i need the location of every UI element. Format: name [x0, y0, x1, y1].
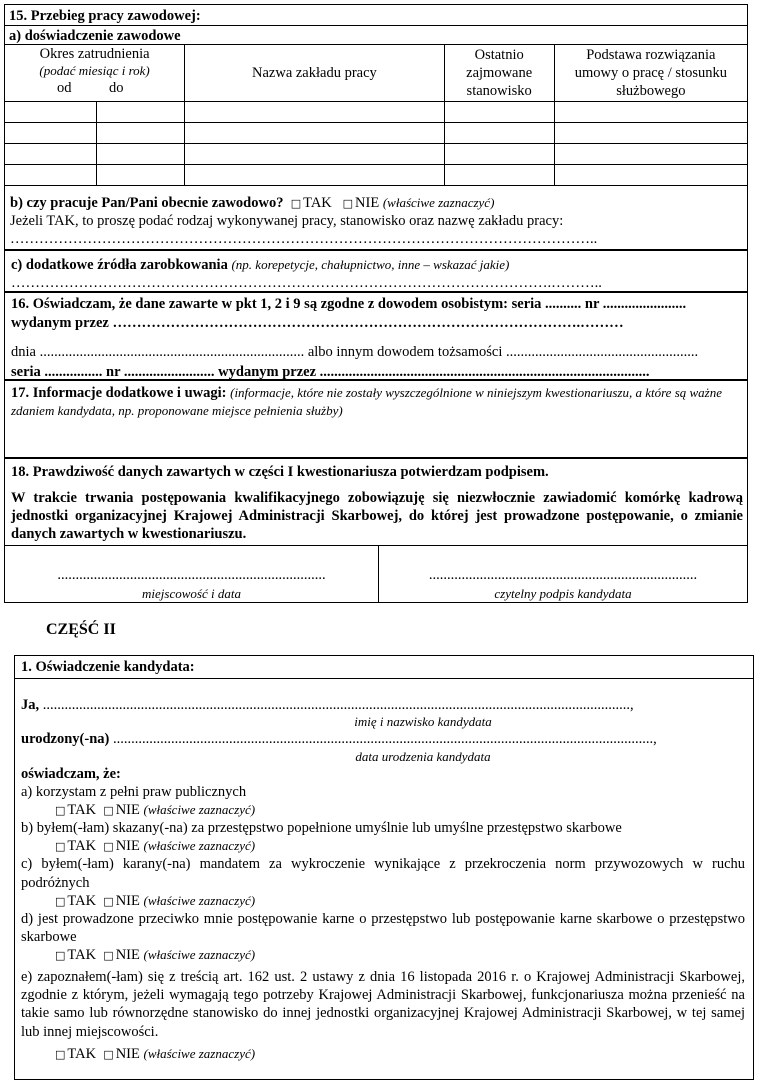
input-cell[interactable] — [5, 123, 97, 144]
input-cell[interactable] — [554, 102, 747, 123]
option-nie: NIE — [115, 947, 140, 963]
ja-label: Ja, — [21, 697, 40, 713]
section-16-line2: wydanym przez …………………………………………………………………………………….……… — [11, 315, 624, 331]
hint-note: (właściwe zaznaczyć) — [143, 838, 256, 854]
checkbox-icon[interactable]: □ — [103, 840, 114, 854]
option-nie: NIE — [115, 892, 140, 909]
input-cell[interactable] — [185, 123, 444, 144]
col-position: Ostatnio zajmowane stanowisko — [444, 45, 554, 102]
ur-label: urodzony(-na) — [21, 731, 110, 748]
section-16-line4: seria ................ nr ......................... wydanym przez ........................................................................................... — [11, 364, 650, 380]
option-tak: TAK — [67, 802, 97, 818]
section-18-para: W trakcie trwania postępowania kwalifikacyjnego zobowiązuję się niezwłocznie zawiadomić komórkę kadrową jednostki organizacyjnej Krajowej Administracji Skarbowej, do której jest prowadzone postępowanie, o zmianie danych zawartych w kwestionariuszu. — [11, 490, 743, 543]
table-row — [5, 144, 748, 165]
section-15b — [10, 194, 746, 248]
signature-left-caption: miejscowość i data — [142, 586, 241, 601]
section-16-line3: dnia ......................................................................... albo innym dowodem tożsamości ..................................................... — [11, 344, 699, 360]
option-row — [21, 892, 745, 910]
item-a: a) korzystam z pełni praw publicznych — [21, 783, 247, 800]
section-15-title: 15. Przebieg pracy zawodowej: — [9, 8, 201, 24]
section-15b-label: b) czy pracuje Pan/Pani obecnie zawodowo? — [10, 195, 284, 211]
section-15c — [4, 250, 748, 292]
section-18 — [4, 458, 748, 546]
table-row — [5, 165, 748, 186]
checkbox-icon[interactable]: □ — [103, 804, 114, 817]
option-tak: TAK — [67, 1045, 97, 1062]
checkbox-icon[interactable]: □ — [55, 1047, 66, 1061]
option-row — [21, 946, 745, 964]
input-cell[interactable] — [444, 144, 554, 165]
signature-right — [378, 545, 748, 603]
employment-table — [4, 44, 748, 186]
table-row — [5, 123, 748, 144]
checkbox-icon[interactable]: □ — [103, 1047, 114, 1061]
item-c: c) byłem(-łam) karany(-na) mandatem za wykroczenie wynikające z przekroczenia norm przywozowych w ruchu podróżnych — [21, 856, 745, 891]
checkbox-icon[interactable]: □ — [342, 197, 354, 210]
section-15c-label: c) dodatkowe źródła zarobkowania — [11, 257, 228, 273]
hint-note: (np. korepetycje, chałupnictwo, inne – wskazać jakie) — [231, 257, 510, 272]
input-cell[interactable] — [5, 102, 97, 123]
checkbox-icon[interactable]: □ — [55, 804, 66, 817]
fill-line[interactable]: ....................................................................................................................................................., — [112, 731, 657, 748]
fill-line[interactable]: ………………………………………………………………………………………………………….. — [10, 231, 598, 248]
hint-note: (właściwe zaznaczyć) — [143, 947, 256, 962]
option-tak: TAK — [67, 892, 97, 909]
section-17 — [4, 380, 748, 458]
input-cell[interactable] — [185, 102, 444, 123]
item-e: e) zapoznałem(-łam) się z treścią art. 162 ust. 2 ustawy z dnia 16 listopada 2016 r. o Krajowej Administracji Skarbowej, zgodnie z którym, jeżeli wymagają tego potrzeby Krajowej Administracji Skarbowej, funkcjonariusza można przenieść na takie samo lub równorzędne stanowisko do innej jednostki organizacyjnej Krajowej Administracji Skarbowej, w tej samej lub innej miejscowości. — [21, 969, 745, 1040]
fill-line[interactable]: .......................................................................... — [57, 567, 326, 583]
hint-note: (właściwe zaznaczyć) — [143, 1045, 256, 1061]
table-row — [5, 102, 748, 123]
col-period-title: Okres zatrudnienia — [39, 46, 150, 62]
section-part2-1-title — [14, 655, 754, 679]
hint-note: (właściwe zaznaczyć) — [143, 802, 256, 817]
fill-line[interactable]: .......................................................................... — [428, 567, 698, 583]
input-cell[interactable] — [554, 165, 747, 186]
hint-note: (właściwe zaznaczyć) — [382, 195, 495, 210]
hint-note: (właściwe zaznaczyć) — [143, 892, 256, 908]
ja-caption: imię i nazwisko kandydata — [354, 714, 492, 730]
section-16-line1: 16. Oświadczam, że dane zawarte w pkt 1, 2 i 9 są zgodne z dowodem osobistym: seria .......... nr ....................... — [11, 296, 687, 312]
section-18-line1: 18. Prawdziwość danych zawartych w części I kwestionariusza potwierdzam podpisem. — [11, 464, 549, 480]
option-nie: NIE — [115, 802, 140, 818]
checkbox-icon[interactable]: □ — [103, 894, 114, 908]
section-15a-label: a) doświadczenie zawodowe — [9, 28, 181, 44]
option-tak: TAK — [67, 838, 97, 855]
col-period — [5, 45, 185, 102]
input-cell[interactable] — [444, 102, 554, 123]
option-tak: TAK — [303, 195, 332, 211]
part2-s1-title: 1. Oświadczenie kandydata: — [21, 659, 195, 675]
col-period-to: do — [109, 80, 124, 97]
option-tak: TAK — [67, 947, 97, 963]
section-part2-1 — [14, 678, 754, 1080]
input-cell[interactable] — [554, 144, 747, 165]
checkbox-icon[interactable]: □ — [290, 197, 302, 210]
section-16 — [4, 292, 748, 380]
fill-line[interactable]: .................................................................................................................................................................., — [42, 697, 634, 713]
section-17-note: (informacje, które nie zostały wyszczególnione w niniejszym kwestionariuszu, a które są ważne zdaniem kandydata, np. proponowane miejsce pełnienia służby) — [11, 385, 723, 419]
option-row — [21, 837, 745, 855]
section-15a-bar — [4, 25, 748, 45]
col-termination: Podstawa rozwiązania umowy o pracę / stosunku służbowego — [554, 45, 747, 102]
option-nie: NIE — [355, 195, 380, 211]
signature-left — [4, 545, 379, 603]
checkbox-icon[interactable]: □ — [103, 949, 114, 962]
checkbox-icon[interactable]: □ — [55, 894, 66, 908]
input-cell[interactable] — [185, 144, 444, 165]
checkbox-icon[interactable]: □ — [55, 840, 66, 854]
part-2-heading: CZĘŚĆ II — [46, 621, 116, 638]
item-b: b) byłem(-łam) skazany(-na) za przestępstwo popełnione umyślnie lub umyślne przestępstwo skarbowe — [21, 820, 622, 837]
declare-label: oświadczam, że: — [21, 765, 121, 782]
input-cell[interactable] — [5, 144, 97, 165]
option-row — [21, 801, 745, 819]
checkbox-icon[interactable]: □ — [55, 949, 66, 962]
signature-right-caption: czytelny podpis kandydata — [494, 586, 632, 601]
option-nie: NIE — [115, 838, 140, 855]
input-cell[interactable] — [444, 165, 554, 186]
input-cell[interactable] — [96, 123, 185, 144]
input-cell[interactable] — [96, 102, 185, 123]
col-employer: Nazwa zakładu pracy — [185, 45, 444, 102]
col-period-note: (podać miesiąc i rok) — [39, 63, 150, 79]
item-d: d) jest prowadzone przeciwko mnie postępowanie karne o przestępstwo lub postępowanie karne skarbowe o przestępstwo skarbowe — [21, 910, 745, 945]
option-row — [21, 1045, 745, 1063]
section-17-label: 17. Informacje dodatkowe i uwagi: — [11, 385, 227, 401]
fill-line[interactable]: ………………………………………………………………………………………………….……….. — [11, 275, 602, 291]
input-cell[interactable] — [5, 165, 97, 186]
option-nie: NIE — [115, 1045, 140, 1062]
input-cell[interactable] — [96, 165, 185, 186]
input-cell[interactable] — [185, 165, 444, 186]
col-period-from: od — [57, 80, 72, 97]
ur-caption: data urodzenia kandydata — [355, 748, 491, 764]
input-cell[interactable] — [96, 144, 185, 165]
input-cell[interactable] — [444, 123, 554, 144]
section-15b-info: Jeżeli TAK, to proszę podać rodzaj wykonywanej pracy, stanowisko oraz nazwę zakładu pracy: — [10, 213, 564, 230]
input-cell[interactable] — [554, 123, 747, 144]
